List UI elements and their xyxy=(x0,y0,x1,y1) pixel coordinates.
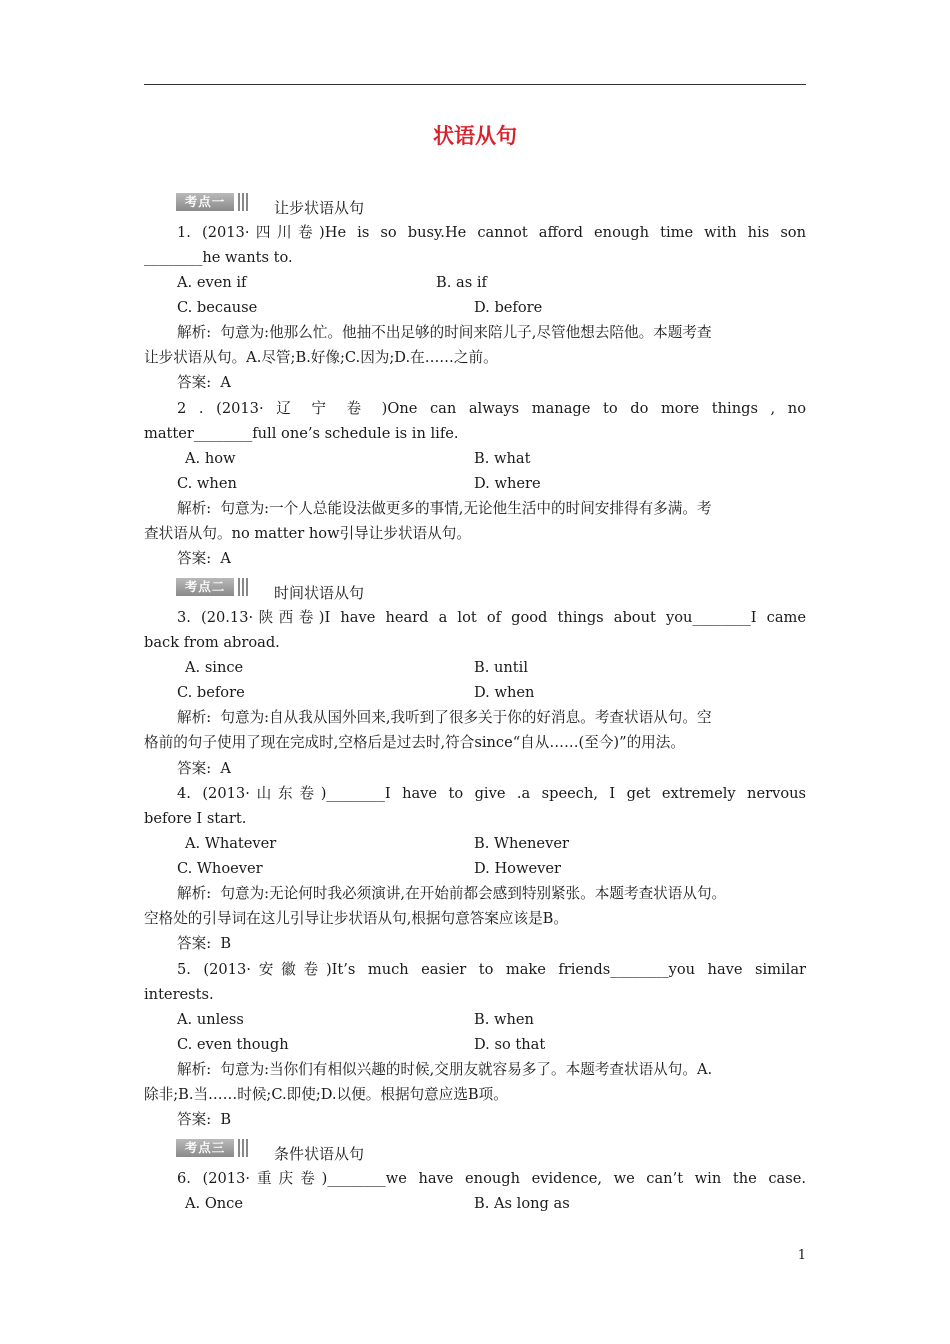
q1-option-d: D. before xyxy=(474,299,543,316)
q3-stem: 3. (20.13·陕西卷)I have heard a lot of good things about you________I came xyxy=(177,609,806,626)
q2-explanation-cont: 查状语从句。no matter how引导让步状语从句。 xyxy=(144,525,471,542)
q1-stem-cont: ________he wants to. xyxy=(144,249,293,266)
q1-answer: 答案: A xyxy=(177,374,231,391)
section-title-3: 条件状语从句 xyxy=(274,1145,365,1163)
q1-explanation-cont: 让步状语从句。A.尽管;B.好像;C.因为;D.在……之前。 xyxy=(144,349,498,366)
section-bars-icon xyxy=(238,193,250,211)
q4-answer: 答案: B xyxy=(177,935,232,952)
q4-option-b: B. Whenever xyxy=(474,835,569,852)
q3-option-a: A. since xyxy=(185,659,244,676)
q2-stem: 2 . (2013· 辽 宁 卷 )One can always manage to do more things , no xyxy=(177,400,806,417)
q3-option-b: B. until xyxy=(474,659,528,676)
section-bars-icon xyxy=(238,1139,250,1157)
q3-option-d: D. when xyxy=(474,684,535,701)
q5-stem-cont: interests. xyxy=(144,986,214,1003)
q5-answer: 答案: B xyxy=(177,1111,232,1128)
q6-option-a: A. Once xyxy=(185,1195,243,1212)
q1-option-a: A. even if xyxy=(177,274,247,291)
section-badge-3: 考点三 xyxy=(176,1139,234,1157)
q4-option-d: D. However xyxy=(474,860,561,877)
q3-explanation: 解析: 句意为:自从我从国外回来,我听到了很多关于你的好消息。考查状语从句。空 xyxy=(177,709,712,726)
q2-option-c: C. when xyxy=(177,475,237,492)
q4-explanation: 解析: 句意为:无论何时我必须演讲,在开始前都会感到特别紧张。本题考查状语从句。 xyxy=(177,885,727,902)
section-title-2: 时间状语从句 xyxy=(274,584,365,602)
q5-option-d: D. so that xyxy=(474,1036,546,1053)
q5-option-b: B. when xyxy=(474,1011,534,1028)
q1-stem: 1. (2013·四川卷)He is so busy.He cannot afford enough time with his son xyxy=(177,224,806,241)
q6-option-b: B. As long as xyxy=(474,1195,570,1212)
q2-stem-cont: matter________full one’s schedule is in life. xyxy=(144,425,459,442)
section-badge-2: 考点二 xyxy=(176,578,234,596)
q4-explanation-cont: 空格处的引导词在这儿引导让步状语从句,根据句意答案应该是B。 xyxy=(144,910,568,927)
q2-option-d: D. where xyxy=(474,475,541,492)
q2-explanation: 解析: 句意为:一个人总能设法做更多的事情,无论他生活中的时间安排得有多满。考 xyxy=(177,500,712,517)
header-rule xyxy=(144,84,806,85)
q5-explanation-cont: 除非;B.当……时候;C.即使;D.以便。根据句意应选B项。 xyxy=(144,1086,508,1103)
q3-answer: 答案: A xyxy=(177,760,231,777)
q4-stem: 4. (2013·山东卷)________I have to give .a speech, I get extremely nervous xyxy=(177,785,806,802)
q4-option-c: C. Whoever xyxy=(177,860,263,877)
q1-explanation: 解析: 句意为:他那么忙。他抽不出足够的时间来陪儿子,尽管他想去陪他。本题考查 xyxy=(177,324,712,341)
q5-option-a: A. unless xyxy=(177,1011,244,1028)
q2-option-a: A. how xyxy=(185,450,236,467)
q5-stem: 5. (2013·安徽卷)It’s much easier to make friends________you have similar xyxy=(177,961,806,978)
q2-answer: 答案: A xyxy=(177,550,231,567)
q6-stem: 6. (2013·重庆卷)________we have enough evidence, we can’t win the case. xyxy=(177,1170,806,1187)
q3-option-c: C. before xyxy=(177,684,245,701)
section-title-1: 让步状语从句 xyxy=(274,199,365,217)
q3-stem-cont: back from abroad. xyxy=(144,634,280,651)
q4-stem-cont: before I start. xyxy=(144,810,247,827)
page-number: 1 xyxy=(797,1248,806,1263)
q5-explanation: 解析: 句意为:当你们有相似兴趣的时候,交朋友就容易多了。本题考查状语从句。A. xyxy=(177,1061,713,1078)
page-title: 状语从句 xyxy=(433,124,517,148)
q4-option-a: A. Whatever xyxy=(185,835,277,852)
q1-option-b: B. as if xyxy=(436,274,487,291)
q1-option-c: C. because xyxy=(177,299,258,316)
q5-option-c: C. even though xyxy=(177,1036,289,1053)
q3-explanation-cont: 格前的句子使用了现在完成时,空格后是过去时,符合since“自从……(至今)”的用法。 xyxy=(144,734,685,751)
q2-option-b: B. what xyxy=(474,450,531,467)
section-badge-1: 考点一 xyxy=(176,193,234,211)
section-bars-icon xyxy=(238,578,250,596)
